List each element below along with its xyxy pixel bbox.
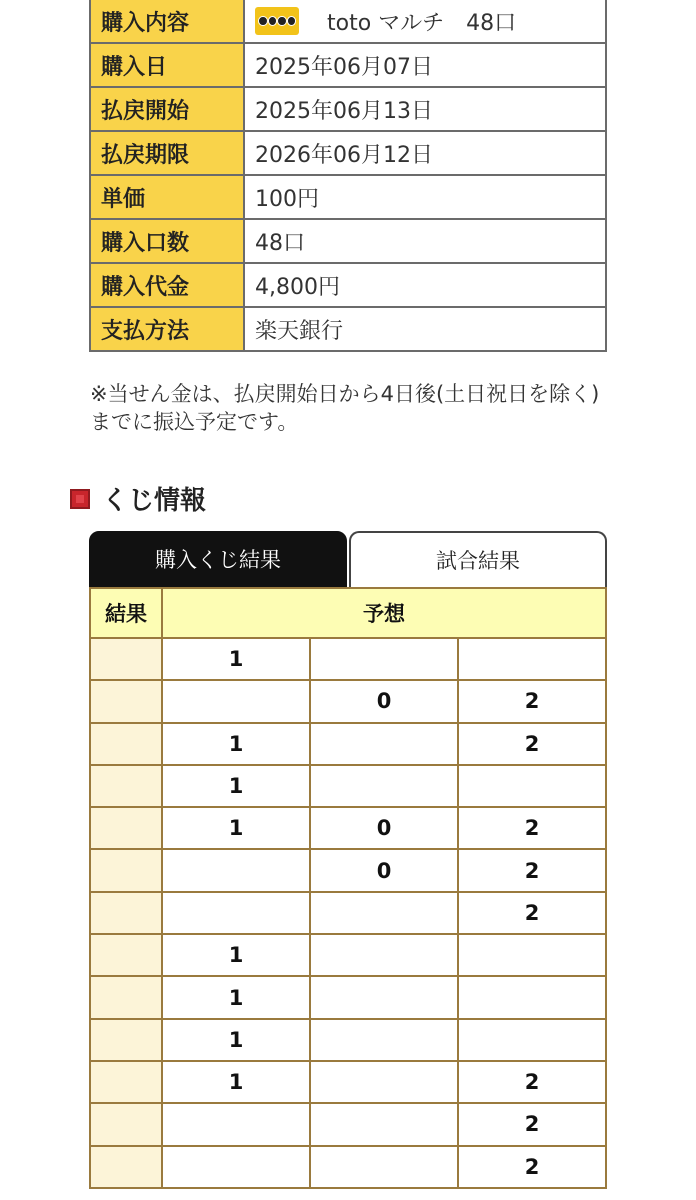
prediction-home-win: 1 [162,934,310,976]
payout-note: ※当せん金は、払戻開始日から4日後(土日祝日を除く)までに振込予定です。 [90,382,600,434]
prediction-results-table [89,587,607,1189]
info-value: 4,800円 [244,263,606,307]
result-header: 結果 [90,588,162,638]
result-cell [90,765,162,807]
prediction-row [90,934,606,976]
info-row [90,131,606,175]
info-row [90,219,606,263]
prediction-draw [310,1146,458,1188]
prediction-draw [310,976,458,1018]
section-heading [70,480,206,517]
prediction-draw [310,892,458,934]
red-square-icon [70,489,90,509]
info-row [90,43,606,87]
prediction-row [90,1061,606,1103]
tab-match-results[interactable] [349,531,607,587]
prediction-row [90,1019,606,1061]
prediction-away-win: 2 [458,1103,606,1145]
info-key: 購入日 [90,43,244,87]
prediction-draw [310,1019,458,1061]
results-header-row [90,588,606,638]
prediction-row [90,638,606,680]
result-cell [90,680,162,722]
info-key: 払戻開始 [90,87,244,131]
prediction-draw: 0 [310,849,458,891]
prediction-row [90,680,606,722]
prediction-row [90,976,606,1018]
info-value: 楽天銀行 [244,307,606,351]
result-cell [90,638,162,680]
info-key: 購入代金 [90,263,244,307]
prediction-away-win [458,765,606,807]
prediction-row [90,765,606,807]
toto-logo-icon [255,7,299,35]
product-name: toto マルチ 48口 [327,10,517,36]
info-value: 2025年06月07日 [244,43,606,87]
prediction-away-win [458,638,606,680]
result-cell [90,934,162,976]
tab-purchase-results[interactable] [89,531,347,587]
prediction-away-win: 2 [458,849,606,891]
prediction-row [90,892,606,934]
prediction-home-win: 1 [162,638,310,680]
info-row [90,175,606,219]
info-value: 2025年06月13日 [244,87,606,131]
prediction-home-win [162,680,310,722]
info-key: 購入口数 [90,219,244,263]
prediction-header: 予想 [162,588,606,638]
prediction-home-win [162,892,310,934]
prediction-away-win: 2 [458,680,606,722]
prediction-home-win [162,1146,310,1188]
lottery-tabs [89,531,607,587]
prediction-home-win [162,849,310,891]
result-cell [90,1019,162,1061]
info-row [90,0,606,43]
prediction-home-win: 1 [162,765,310,807]
prediction-away-win: 2 [458,723,606,765]
prediction-home-win: 1 [162,807,310,849]
result-cell [90,849,162,891]
info-key: 購入内容 [90,0,244,43]
prediction-home-win: 1 [162,1019,310,1061]
prediction-draw [310,1061,458,1103]
tab-label: 購入くじ結果 [155,548,281,572]
result-cell [90,1103,162,1145]
prediction-draw: 0 [310,807,458,849]
prediction-draw [310,1103,458,1145]
info-key: 支払方法 [90,307,244,351]
prediction-draw: 0 [310,680,458,722]
info-key: 単価 [90,175,244,219]
prediction-draw [310,638,458,680]
prediction-away-win [458,976,606,1018]
prediction-home-win [162,1103,310,1145]
result-cell [90,976,162,1018]
prediction-row [90,723,606,765]
prediction-home-win: 1 [162,976,310,1018]
prediction-draw [310,765,458,807]
prediction-away-win: 2 [458,892,606,934]
result-cell [90,1061,162,1103]
info-key: 払戻期限 [90,131,244,175]
info-value: 100円 [244,175,606,219]
prediction-draw [310,934,458,976]
info-row [90,263,606,307]
purchase-info-table [89,0,607,352]
prediction-away-win: 2 [458,1061,606,1103]
result-cell [90,1146,162,1188]
prediction-home-win: 1 [162,1061,310,1103]
result-cell [90,723,162,765]
tab-label: 試合結果 [436,549,520,573]
result-cell [90,807,162,849]
info-row [90,307,606,351]
info-value: 2026年06月12日 [244,131,606,175]
prediction-away-win [458,1019,606,1061]
info-value [244,0,606,43]
prediction-away-win: 2 [458,807,606,849]
prediction-row [90,1146,606,1188]
result-cell [90,892,162,934]
prediction-row [90,1103,606,1145]
prediction-row [90,849,606,891]
prediction-home-win: 1 [162,723,310,765]
info-row [90,87,606,131]
prediction-away-win: 2 [458,1146,606,1188]
prediction-away-win [458,934,606,976]
prediction-row [90,807,606,849]
section-title: くじ情報 [102,486,207,516]
prediction-draw [310,723,458,765]
info-value: 48口 [244,219,606,263]
